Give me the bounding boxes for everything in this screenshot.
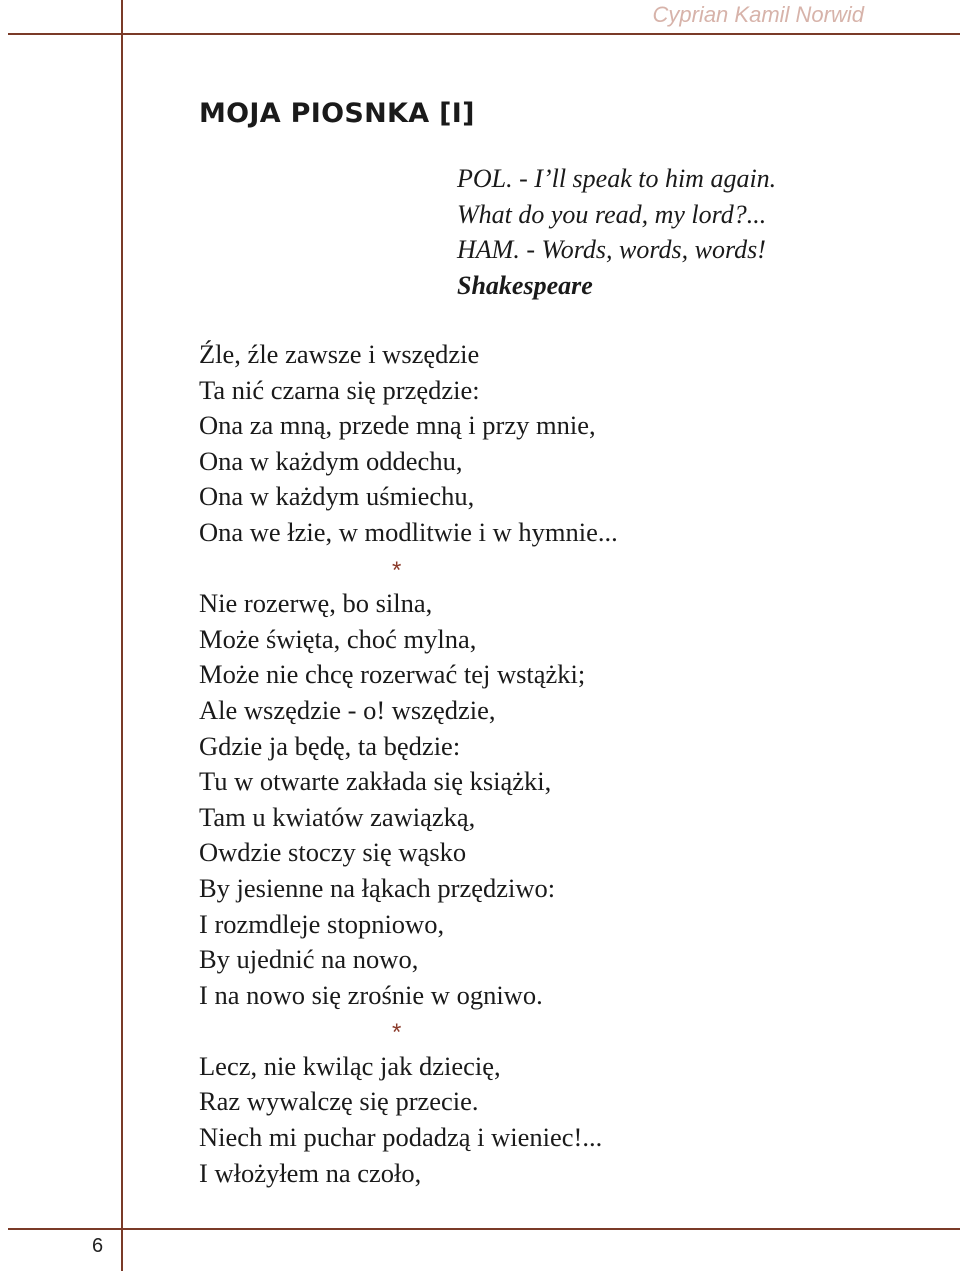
page-number: 6 [92, 1235, 104, 1257]
poem-body [199, 337, 899, 1191]
verse-line: Nie rozerwę, bo silna, [199, 588, 433, 619]
stanza-separator-asterisk: * [392, 556, 402, 584]
verse-line: Źle, źle zawsze i wszędzie [199, 339, 480, 369]
verse-line: Ale wszędzie - o! wszędzie, [199, 694, 496, 725]
stanza-separator-asterisk: * [392, 1019, 402, 1047]
verse-line: Raz wywalczę się przecie. [199, 1086, 479, 1117]
footer-rule [8, 1228, 960, 1230]
margin-vertical-rule [121, 0, 123, 1271]
verse-line: By ujednić na nowo, [199, 944, 419, 975]
running-header-author: Cyprian Kamil Norwid [652, 2, 864, 27]
poem-title: MOJA PIOSNKA [I] [199, 98, 475, 129]
epigraph-line: What do you read, my lord?... [457, 199, 767, 229]
header-rule [8, 33, 960, 35]
verse-line: Ta nić czarna się przędzie: [199, 374, 480, 405]
verse-line: I na nowo się zrośnie w ogniwo. [199, 979, 543, 1010]
verse-line: Może święta, choć mylna, [199, 623, 477, 654]
verse-line: Ona za mną, przede mną i przy mnie, [199, 410, 596, 441]
verse-line: Owdzie stoczy się wąsko [199, 837, 467, 868]
verse-line: Gdzie ja będę, ta będzie: [199, 730, 461, 761]
verse-line: Tu w otwarte zakłada się książki, [199, 766, 552, 797]
epigraph [457, 161, 776, 303]
verse-line: By jesienne na łąkach przędziwo: [199, 872, 556, 903]
epigraph-line: POL. - I’ll speak to him again. [457, 164, 777, 193]
verse-line: Ona we łzie, w modlitwie i w hymnie... [199, 516, 618, 547]
epigraph-attribution: Shakespeare [457, 270, 593, 300]
verse-line: Może nie chcę rozerwać tej wstążki; [199, 659, 586, 690]
verse-line: Niech mi puchar podadzą i wieniec!... [199, 1122, 603, 1153]
verse-line: Ona w każdym uśmiechu, [199, 481, 475, 512]
verse-line: Lecz, nie kwiląc jak dziecię, [199, 1050, 501, 1081]
verse-line: Ona w każdym oddechu, [199, 445, 463, 476]
epigraph-line: HAM. - Words, words, words! [457, 235, 766, 264]
verse-line: Tam u kwiatów zawiązką, [199, 801, 476, 832]
verse-line: I rozmdleje stopniowo, [199, 908, 445, 939]
verse-line: I włożyłem na czoło, [199, 1157, 422, 1188]
